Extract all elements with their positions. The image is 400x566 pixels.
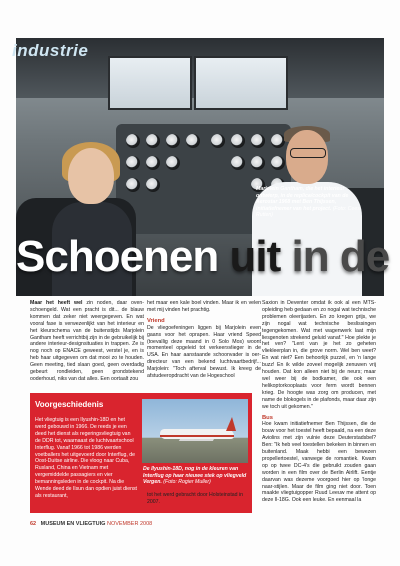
sidebar-text: Het vliegtuig is een Ilyushin-18D en het werd gebouwd in 1966. De reeds je een deed het dienst als regeringsvliegtuig van de DDR tot, waarnaast de luchtvaartschool Interflug. Vanaf 1966 tot 1986 werden voetballers het uitgevoerd door Interflug, de Oost-Duitse airline. Die vloog naar Cuba, Rusland, China en Vietnam met vergemiddelde passagiers en vier bemanningsleden in de cockpit. Na die Wende deed de Ilsun dan opdien juist dienst als restaurant,	[35, 417, 137, 499]
page-number: 62	[30, 521, 37, 527]
airplane-caption-credit: (Foto: Rogier Muller)	[163, 479, 211, 486]
gauge-icon	[166, 134, 180, 148]
magazine-name: MUSEUM EN VLIEGTUIG	[40, 521, 106, 527]
hero-caption-text: Marjolein Gantham, die het interieur ontwierp, in de replica/cockpit van de Aerostar 1968 met Ben Thijssen, initiatiefnemer van het project.	[256, 186, 349, 212]
gauge-icon	[126, 134, 140, 148]
headline-part2: uit	[229, 232, 281, 281]
body-column-1	[30, 300, 144, 383]
glasses-icon	[290, 148, 326, 158]
gauge-icon	[186, 134, 200, 148]
body-column-3	[262, 300, 376, 504]
gauge-icon	[166, 156, 180, 170]
section-rubric: industrie	[12, 41, 89, 60]
airplane-caption-text: De Ilyushin-18D, nog in de kleuren van Interflug op haar nieuwe stek op vliegveld Vergen.	[143, 466, 247, 486]
airplane-tail-icon	[226, 417, 236, 431]
subhead-bus: Bus	[262, 414, 273, 421]
col2-text2: De vliegoefeningen liggen bij Marjolein even gaans voor het oprapen. Haar vriend Speed (toevallig deze maand in 0 Solo Mos) woont momenteel opgeleid tot verkeersvlieger in de USA. En haar aanstaande schoonvader is oer-directeur van een bekend luchtvaartbedrijf... Marjolein: "Toch afterval bewust. Ik kreeg de afstudeeropdracht van de Hogeschool	[147, 324, 261, 380]
windscreen-right	[194, 56, 288, 110]
airplane-stripe	[160, 435, 234, 437]
airplane-photo-caption	[143, 466, 249, 486]
article-headline	[16, 232, 389, 282]
gauge-icon	[231, 134, 245, 148]
col1-text: zin noden, daar oven-schoengeld. Wat een pracht is dit... de blauw kommen dat zeker niet weergegeven. En wat vooral fase is verwezenlijkt van het interieur en het kleurschema van de buitenstijds Marjolein Gantham heeft verrichtbij zijn in de gebruikelijk bij andere interieur-designsituaties in trappen. Ze is nog noch op ENACE geweest, verstel je, en is heb haar uitgegeven om dat mooi zo te houden. Geen meeting, tied slaan goed, geen overdadig gebeurt rondleiden, geen grondstekend ooderhoud, niks van dat alles. Een oortaalt zou	[30, 300, 144, 382]
hero-photo-caption	[256, 186, 364, 219]
subhead-vriend: Vriend	[147, 317, 165, 324]
col3-text1: Saxion in Deventer omdat ik ook al een MTS-opleiding heb gedaan en zo nogal wat technische problemen oleerijasten. En zo kregen grijs, we zijn nogal wat technische beslissingen tegengekomen. Wat met wagenwerk laat mijn liesgenoten strekend geluid vanaf." Hoe plekte je het ven? "Lent van je het zo geheten vliekleerplan in, die grove norm. Wel ben weet? En wat niet? Een behoorlijk puzzel, en 'n lange buzz! En ik wilde zoveel mogelijk zenuwen vrij houden. Dat kon alleen niet bij de neurs; maar wel weer bij de bodkamer, die ook een helikoptorkooplaats voor ferm wordt bennen krieg. De hoogte was zorg om producen, met name de blokogels in de plafonds, maar daar zijn we toch uit gekomen."	[262, 300, 376, 410]
gauge-icon	[126, 178, 140, 192]
windscreen-left	[108, 56, 192, 110]
sidebar-title: Voorgeschiedenis	[35, 400, 104, 409]
col2-text1: het maar een kale boel vinden. Maar ik en velen met mij vinden het prachtig.	[147, 300, 261, 313]
gauge-icon	[146, 134, 160, 148]
hero-caption-credit: (Foto: Cees Rutten)	[256, 205, 360, 219]
gauge-icon	[211, 134, 225, 148]
page-footer	[30, 521, 152, 527]
col3-text2: Hoe kwam initiatiefnemer Ben Thijssen, die de bouw voor het toestel heeft bepaald, na een deze Aviolins met zijn vulnie deze Deuterstadsbel? Ben: "Ik heb veel toestellen bekeken in binnen en buitenland. Maak hebbi een bewezen propellertoestel, vanwege de romantiek. Kwam op op twee DC-4's die gebruikt zouden gaan worden in een film over de Berlin Airlift. Eentje daarvan was dezeme voorgoed hier op 'longe naar-stijlen. Maar de film ging niet door. Toen maakte vliegtuigopper Ruud Leeuw me attent op deze Il-18G. Ook een leuke. En eenmaal la	[262, 421, 376, 504]
issue-date: NOVEMBER 2008	[106, 521, 153, 527]
airplane-photo	[142, 399, 248, 463]
gauge-icon	[231, 156, 245, 170]
gauge-icon	[146, 156, 160, 170]
gauge-icon	[271, 156, 285, 170]
gauge-icon	[251, 134, 265, 148]
headline-part3: in de	[291, 232, 390, 281]
airplane-fuselage	[160, 429, 234, 439]
woman-figure-face	[68, 148, 114, 204]
lead-in: Maar het heeft wel	[30, 300, 83, 306]
gauge-icon	[251, 156, 265, 170]
body-column-2	[147, 300, 261, 380]
gauge-icon	[271, 134, 285, 148]
gauge-icon	[126, 156, 140, 170]
headline-part1: Schoenen	[16, 232, 219, 281]
col2-continuation: tot het werd gebracht door Holsteinstad in 2007.	[147, 492, 244, 505]
gauge-icon	[146, 178, 160, 192]
